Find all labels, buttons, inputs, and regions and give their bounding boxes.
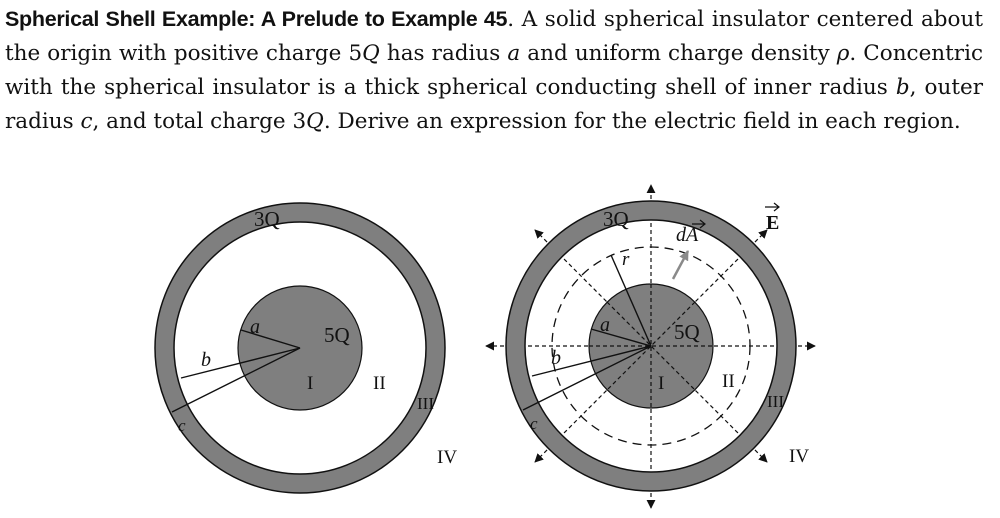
right-label-3q: 3Q [603,207,629,231]
left-region-4: IV [437,447,458,468]
right-label-a: a [600,314,610,336]
right-label-5q: 5Q [674,320,700,344]
E-vector-arrow-icon [765,203,779,211]
left-region-3: III [417,394,434,413]
left-region-1: I [307,373,314,394]
left-label-a: a [250,316,260,338]
left-label-c: c [178,416,186,435]
right-label-E: E [766,212,780,234]
left-region-2: II [373,373,386,394]
right-label-r: r [622,249,630,270]
left-figure [155,203,457,493]
left-label-b: b [201,349,211,371]
problem-statement: Spherical Shell Example: A Prelude to Example 45. A solid spherical insulator centered about the origin with positive charge 5Q has radius a and uniform charge density ρ. Concentric with the spherical insulator is a thick spherical conducting shell of inner radius b, outer radius c, and total charge 3Q. Derive an expression for the electric field in each region. [5,7,983,134]
area-vector-arrow [673,251,688,279]
right-region-1: I [658,373,665,394]
problem-title: Spherical Shell Example: A Prelude to Example 45 [5,7,508,31]
right-label-b: b [551,347,561,369]
right-figure [486,185,815,508]
right-region-4: IV [789,446,810,467]
right-label-c: c [530,414,538,433]
left-label-5q: 5Q [324,323,350,347]
right-region-2: II [722,371,735,392]
right-region-3: III [767,392,784,411]
right-label-dA: dA [676,224,699,246]
left-label-3q: 3Q [254,207,280,231]
